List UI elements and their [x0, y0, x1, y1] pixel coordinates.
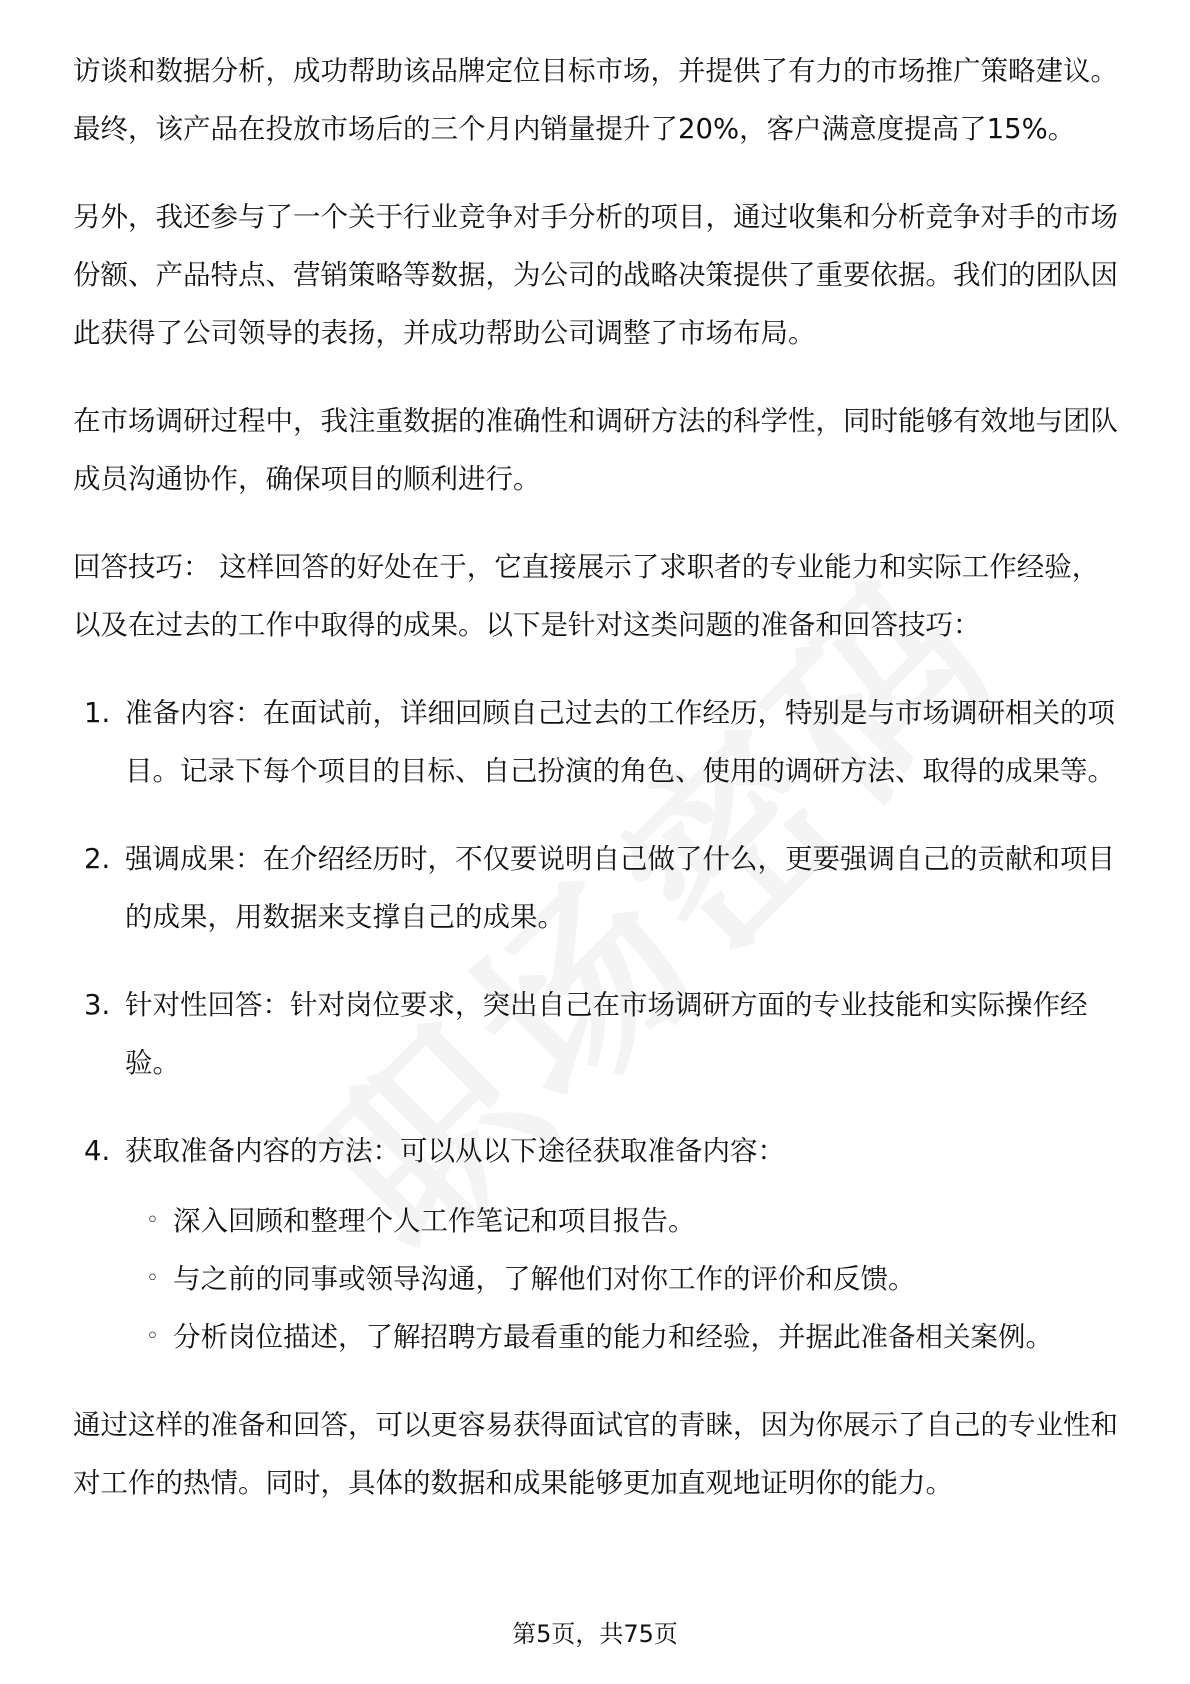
- tip-text: 针对性回答：针对岗位要求，突出自己在市场调研方面的专业技能和实际操作经验。: [125, 989, 1088, 1079]
- paragraph-closing: 通过这样的准备和回答，可以更容易获得面试官的青睐，因为你展示了自己的专业性和对工作的热情。同时，具体的数据和成果能够更加直观地证明你的能力。: [73, 1409, 1118, 1499]
- sub-bullet-list-wrapper: [73, 1192, 1123, 1366]
- list-item: [73, 1308, 1123, 1366]
- tip-number: 3.: [84, 989, 111, 1021]
- page-footer: 第5页，共75页: [512, 1620, 678, 1648]
- list-item: [73, 1192, 1123, 1250]
- tip-item-2: [73, 830, 1123, 946]
- list-item: [73, 1250, 1123, 1308]
- sub-bullet-list: [73, 1192, 1123, 1366]
- tip-item-3: [73, 976, 1123, 1092]
- sub-bullet-text: 分析岗位描述，了解招聘方最看重的能力和经验，并据此准备相关案例。: [173, 1321, 1053, 1353]
- tip-text: 获取准备内容的方法：可以从以下途径获取准备内容：: [125, 1135, 785, 1167]
- sub-bullet-text: 深入回顾和整理个人工作笔记和项目报告。: [173, 1205, 696, 1237]
- tip-number: 4.: [84, 1135, 111, 1167]
- tip-item-4: [73, 1122, 1123, 1180]
- sub-bullet-text: 与之前的同事或领导沟通，了解他们对你工作的评价和反馈。: [173, 1263, 916, 1295]
- document-body: [73, 42, 1123, 1512]
- paragraph-research-process: 在市场调研过程中，我注重数据的准确性和调研方法的科学性，同时能够有效地与团队成员沟通协作，确保项目的顺利进行。: [73, 405, 1118, 495]
- bullet-icon: ◦: [146, 1324, 159, 1349]
- bullet-icon: ◦: [146, 1266, 159, 1291]
- tip-number: 2.: [84, 843, 111, 875]
- tip-text: 准备内容：在面试前，详细回顾自己过去的工作经历，特别是与市场调研相关的项目。记录下每个项目的目标、自己扮演的角色、使用的调研方法、取得的成果等。: [125, 697, 1115, 787]
- bullet-icon: ◦: [146, 1208, 159, 1233]
- tip-text: 强调成果：在介绍经历时，不仅要说明自己做了什么，更要强调自己的贡献和项目的成果，用数据来支撑自己的成果。: [125, 843, 1115, 933]
- tips-list: [73, 684, 1123, 1180]
- tip-item-1: [73, 684, 1123, 800]
- paragraph-results: 访谈和数据分析，成功帮助该品牌定位目标市场，并提供了有力的市场推广策略建议。最终，该产品在投放市场后的三个月内销量提升了20%，客户满意度提高了15%。: [73, 55, 1118, 145]
- tip-number: 1.: [84, 697, 111, 729]
- paragraph-answer-tips: 回答技巧： 这样回答的好处在于，它直接展示了求职者的专业能力和实际工作经验，以及在过去的工作中取得的成果。以下是针对这类问题的准备和回答技巧：: [73, 551, 1100, 641]
- paragraph-competitor-analysis: 另外，我还参与了一个关于行业竞争对手分析的项目，通过收集和分析竞争对手的市场份额、产品特点、营销策略等数据，为公司的战略决策提供了重要依据。我们的团队因此获得了公司领导的表扬，并成功帮助公司调整了市场布局。: [73, 201, 1118, 349]
